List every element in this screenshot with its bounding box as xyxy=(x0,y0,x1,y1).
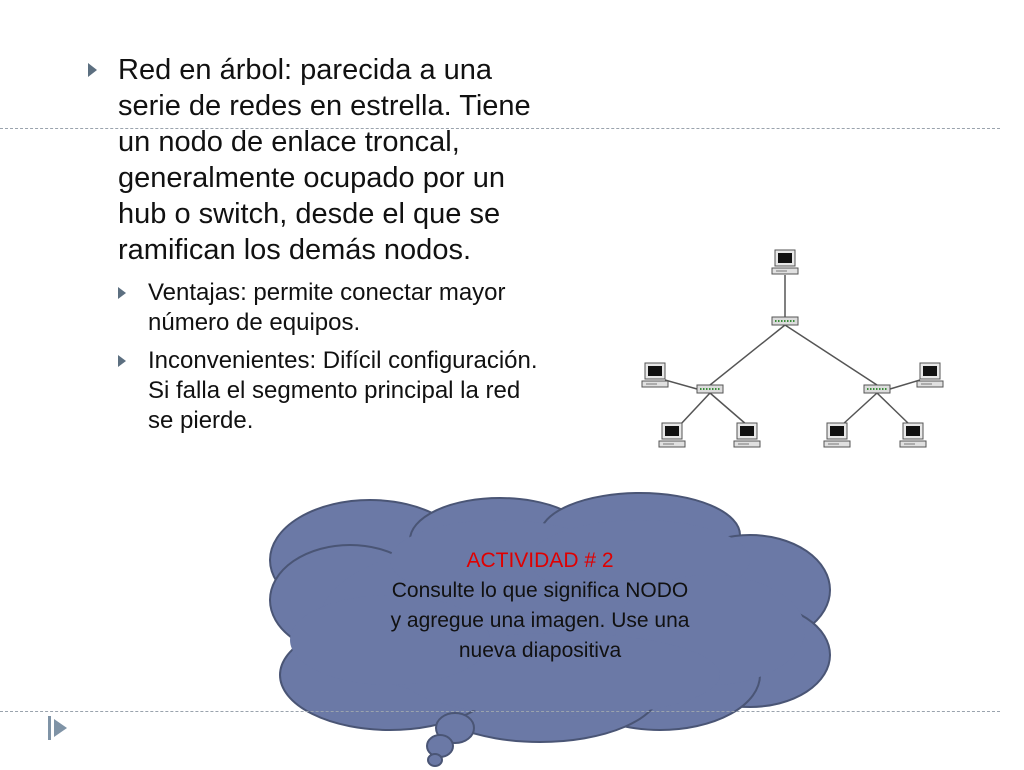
bullet-arrow-icon xyxy=(118,355,126,367)
guide-line-bottom xyxy=(0,711,1000,712)
sub-bullet-ventajas xyxy=(118,278,548,338)
computer-icon xyxy=(824,423,850,447)
slide-nav-arrow-icon[interactable] xyxy=(48,716,68,740)
bullet-list xyxy=(88,52,548,444)
computer-icon xyxy=(734,423,760,447)
computer-icon xyxy=(772,250,798,274)
tree-network-diagram xyxy=(635,245,950,455)
hub-icon xyxy=(697,385,723,393)
bullet-main xyxy=(88,52,548,268)
bullet-arrow-icon xyxy=(118,287,126,299)
callout-title: ACTIVIDAD # 2 xyxy=(466,549,614,572)
hub-icon xyxy=(772,317,798,325)
computer-icon xyxy=(642,363,668,387)
computer-icon xyxy=(917,363,943,387)
callout-line: nueva diapositiva xyxy=(458,639,622,662)
bullet-arrow-icon xyxy=(88,63,97,77)
sub-bullet-text: Inconvenientes: Difícil configuración. Si falla el segmento principal la red se pierde. xyxy=(148,347,538,434)
sub-bullet-inconvenientes xyxy=(118,346,548,436)
bullet-main-text: Red en árbol: parecida a una serie de redes en estrella. Tiene un nodo de enlace troncal, generalmente ocupado por un hub o switch, desde el que se ramifican los demás nodos. xyxy=(118,54,531,266)
sub-bullet-list xyxy=(88,278,548,436)
callout-line: Consulte lo que significa NODO xyxy=(391,579,689,602)
computer-icon xyxy=(900,423,926,447)
callout-text xyxy=(330,546,750,666)
network-links xyxy=(665,275,920,425)
callout-line: y agregue una imagen. Use una xyxy=(390,609,690,632)
computer-icon xyxy=(659,423,685,447)
sub-bullet-text: Ventajas: permite conectar mayor número de equipos. xyxy=(148,279,506,336)
hub-icon xyxy=(864,385,890,393)
